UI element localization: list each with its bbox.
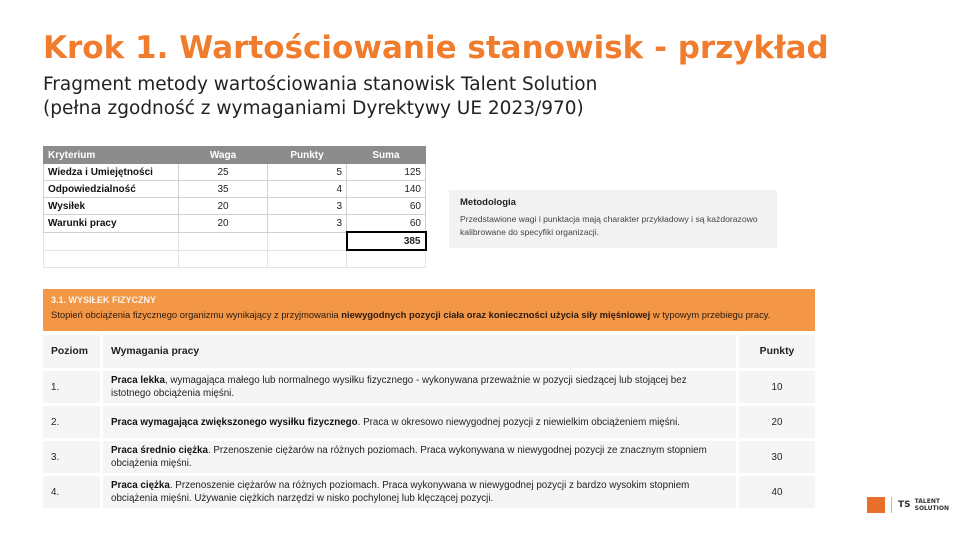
cell-wymagania <box>103 406 736 438</box>
requirements-row <box>43 441 815 476</box>
requirement-text: . Przenoszenie ciężarów na różnych poziomach. Praca wykonywana w niewygodnej pozycji ze znacznym stopniem obciążenia mięśni. <box>111 445 707 469</box>
cell-wymagania <box>103 371 736 403</box>
scoring-row <box>44 215 426 233</box>
scoring-total-row <box>44 232 426 250</box>
scoring-header-row <box>44 147 426 164</box>
requirement-bold: Praca ciężka <box>111 480 170 491</box>
logo-mark: TS <box>898 500 911 510</box>
cell-punkty: 30 <box>739 441 815 473</box>
cell-waga: 20 <box>179 198 268 215</box>
scoring-table <box>43 146 427 268</box>
logo-line-2: SOLUTION <box>914 505 949 512</box>
talent-solution-logo <box>867 497 949 513</box>
subtitle-line-1: Fragment metody wartościowania stanowisk Talent Solution <box>43 74 598 95</box>
scoring-row <box>44 198 426 215</box>
cell-punkty: 3 <box>268 198 347 215</box>
empty-cell <box>44 232 179 250</box>
empty-cell <box>268 232 347 250</box>
cell-punkty: 10 <box>739 371 815 403</box>
col-header-punkty: Punkty <box>739 335 815 368</box>
col-header-suma: Suma <box>347 147 426 164</box>
empty-cell <box>179 232 268 250</box>
requirement-bold: Praca lekka <box>111 375 165 386</box>
scoring-row <box>44 181 426 198</box>
cell-punkty: 4 <box>268 181 347 198</box>
cell-waga: 20 <box>179 215 268 233</box>
requirements-row <box>43 371 815 406</box>
section-desc-post: w typowym przebiegu pracy. <box>650 309 771 320</box>
scoring-row <box>44 164 426 181</box>
col-header-wymagania: Wymagania pracy <box>103 335 736 368</box>
cell-poziom: 4. <box>43 476 100 508</box>
cell-total: 385 <box>347 232 426 250</box>
cell-poziom: 1. <box>43 371 100 403</box>
requirements-header-row <box>43 335 815 371</box>
cell-punkty: 40 <box>739 476 815 508</box>
cell-wymagania <box>103 476 736 508</box>
page-title: Krok 1. Wartościowanie stanowisk - przykład <box>43 30 829 66</box>
cell-punkty: 3 <box>268 215 347 233</box>
cell-suma: 140 <box>347 181 426 198</box>
logo-divider <box>891 497 892 513</box>
cell-waga: 25 <box>179 164 268 181</box>
logo-wordmark <box>915 498 949 512</box>
section-header <box>43 289 815 331</box>
scoring-blank-row <box>44 250 426 268</box>
section-title: 3.1. WYSIŁEK FIZYCZNY <box>51 295 157 305</box>
cell-poziom: 2. <box>43 406 100 438</box>
col-header-kryterium: Kryterium <box>44 147 179 164</box>
scoring-spreadsheet <box>43 146 427 268</box>
cell-suma: 60 <box>347 198 426 215</box>
requirement-text: . Przenoszenie ciężarów na różnych poziomach. Praca wykonywana w niewygodnej pozycji z bardzo wysokim stopniem obciążenia mięśni. Używanie ciężkich narzędzi w nisko pochylonej lub klęczącej pozycji. <box>111 480 690 504</box>
requirements-table <box>43 335 815 511</box>
cell-waga: 35 <box>179 181 268 198</box>
requirement-bold: Praca wymagająca zwiększonego wysiłku fizycznego <box>111 416 358 428</box>
requirements-row <box>43 406 815 441</box>
requirements-row <box>43 476 815 511</box>
cell-suma: 60 <box>347 215 426 233</box>
cell-punkty: 5 <box>268 164 347 181</box>
section-desc-bold: niewygodnych pozycji ciała oraz konieczności użycia siły mięśniowej <box>341 309 651 320</box>
cell-suma: 125 <box>347 164 426 181</box>
col-header-punkty: Punkty <box>268 147 347 164</box>
logo-line-1: TALENT <box>914 498 940 505</box>
cell-kryterium: Wysiłek <box>44 198 179 215</box>
cell-wymagania <box>103 441 736 473</box>
col-header-waga: Waga <box>179 147 268 164</box>
subtitle-line-2: (pełna zgodność z wymaganiami Dyrektywy UE 2023/970) <box>43 98 584 119</box>
empty-cell <box>268 250 347 268</box>
section-description <box>51 309 807 322</box>
section-desc-pre: Stopień obciążenia fizycznego organizmu wynikający z przyjmowania <box>51 309 342 320</box>
cell-kryterium: Warunki pracy <box>44 215 179 233</box>
col-header-poziom: Poziom <box>43 335 100 368</box>
methodology-title: Metodologia <box>460 197 516 208</box>
requirement-text: . Praca w okresowo niewygodnej pozycji z niewielkim obciążeniem mięśni. <box>357 416 681 428</box>
requirement-text: , wymagająca małego lub normalnego wysiłku fizycznego - wykonywana przeważnie w pozycji siedzącej lub stojącej bez istotnego obciążenia mięśni. <box>111 375 687 399</box>
logo-square-icon <box>867 497 885 513</box>
empty-cell <box>179 250 268 268</box>
cell-kryterium: Odpowiedzialność <box>44 181 179 198</box>
requirement-bold: Praca średnio ciężka <box>111 445 208 456</box>
cell-kryterium: Wiedza i Umiejętności <box>44 164 179 181</box>
empty-cell <box>347 250 426 268</box>
cell-poziom: 3. <box>43 441 100 473</box>
empty-cell <box>44 250 179 268</box>
methodology-box <box>449 190 777 248</box>
methodology-text: Przedstawione wagi i punktacja mają charakter przykładowy i są każdorazowo kalibrowane do specyfiki organizacji. <box>460 214 758 237</box>
page-subtitle <box>43 73 597 121</box>
cell-punkty: 20 <box>739 406 815 438</box>
